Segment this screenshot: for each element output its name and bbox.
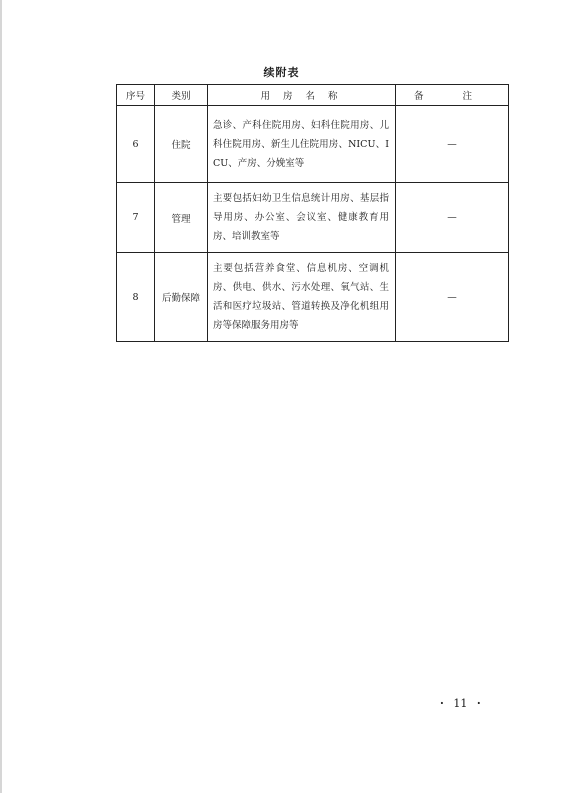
table-row bbox=[117, 106, 509, 183]
page-number bbox=[440, 697, 481, 710]
row-remark: — bbox=[396, 183, 509, 253]
row-seq: 6 bbox=[117, 106, 155, 183]
row-seq: 8 bbox=[117, 253, 155, 342]
row-description: 主要包括营养食堂、信息机房、空调机房、供电、供水、污水处理、氧气站、生活和医疗垃圾站、管道转换及净化机组用房等保障服务用房等 bbox=[208, 253, 396, 342]
page-dot-right: · bbox=[476, 697, 481, 710]
table-header-row bbox=[117, 85, 509, 106]
header-remark: 备 注 bbox=[396, 85, 509, 106]
header-category: 类别 bbox=[155, 85, 208, 106]
table-row bbox=[117, 183, 509, 253]
table-title: 续附表 bbox=[263, 66, 300, 79]
row-description: 急诊、产科住院用房、妇科住院用房、儿科住院用房、新生儿住院用房、NICU、ICU、产房、分娩室等 bbox=[208, 106, 396, 183]
page-edge bbox=[0, 0, 2, 793]
row-category: 管理 bbox=[155, 183, 208, 253]
annex-table bbox=[116, 84, 509, 342]
table-row bbox=[117, 253, 509, 342]
row-description: 主要包括妇幼卫生信息统计用房、基层指导用房、办公室、会议室、健康教育用房、培训教室等 bbox=[208, 183, 396, 253]
row-seq: 7 bbox=[117, 183, 155, 253]
page-number-value: 11 bbox=[453, 697, 468, 710]
header-seq: 序号 bbox=[117, 85, 155, 106]
page-dot-left: · bbox=[440, 697, 444, 710]
row-remark: — bbox=[396, 253, 509, 342]
row-remark: — bbox=[396, 106, 509, 183]
header-room-names: 用 房 名 称 bbox=[208, 85, 396, 106]
row-category: 住院 bbox=[155, 106, 208, 183]
row-category: 后勤保障 bbox=[155, 253, 208, 342]
